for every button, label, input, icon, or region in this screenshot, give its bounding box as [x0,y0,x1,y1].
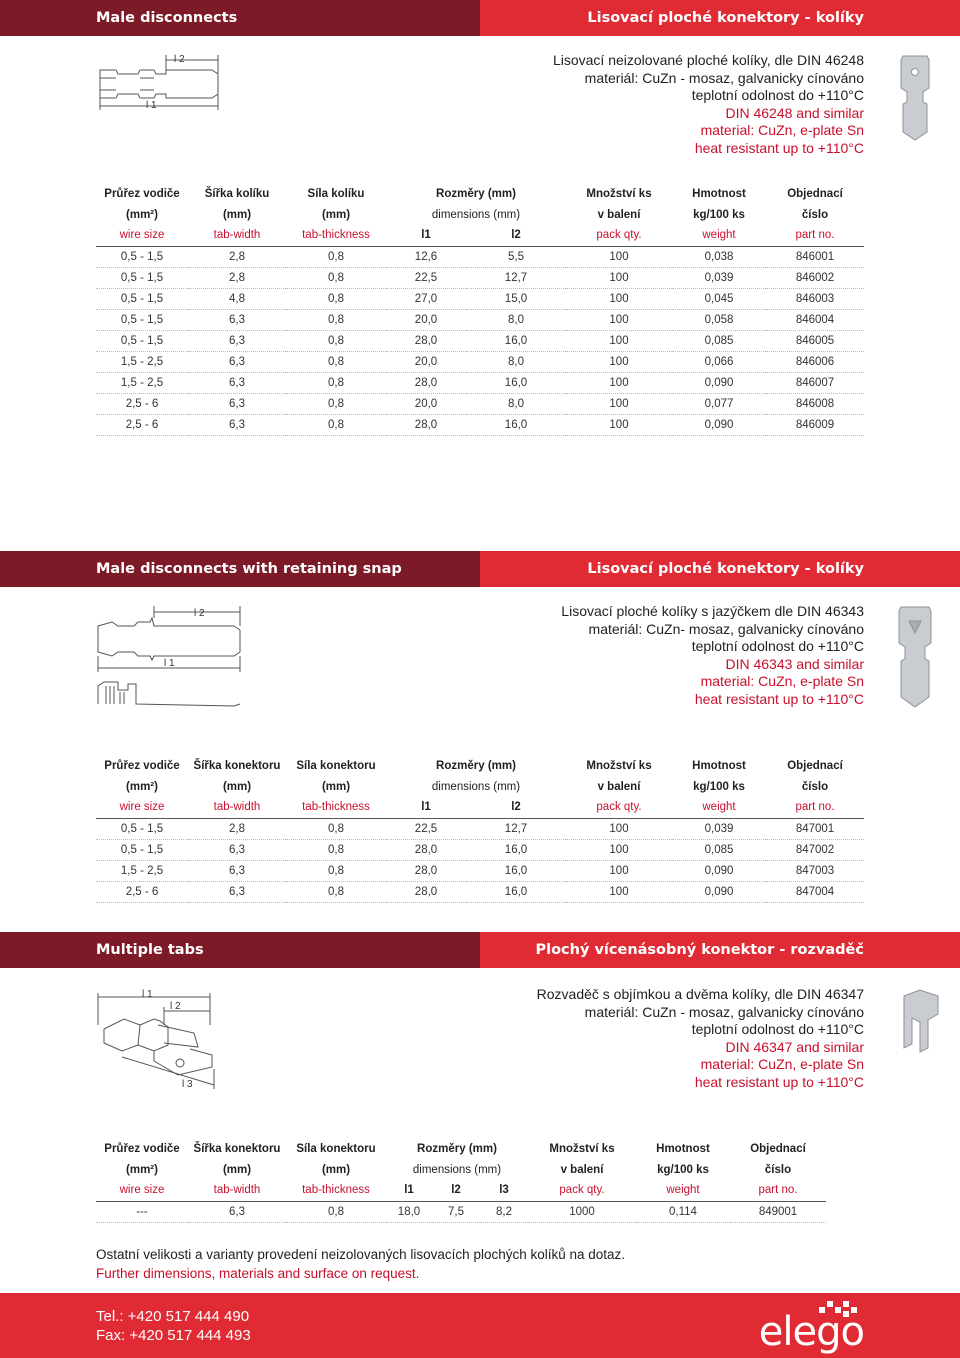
header-cell: Síla konektoru [296,1142,376,1155]
table-cell: 6,3 [188,881,286,902]
header-cell: tab-thickness [286,225,386,246]
header-cell: l2 [432,1180,480,1201]
table-cell: 2,5 - 6 [96,414,188,435]
header-cell: Průřez vodiče [104,759,180,772]
header-cell: weight [636,1180,730,1201]
header-cell: wire size [96,797,188,818]
header-cell: tab-thickness [286,1180,386,1201]
table-cell: 0,8 [286,309,386,330]
table-row [96,1201,826,1222]
footnote-cz: Ostatní velikosti a varianty provedení neizolovaných lisovacích plochých kolíků na dotaz. [96,1247,626,1262]
desc-cz-line: materiál: CuZn - mosaz, galvanicky cínováno [584,69,864,86]
phone-number: Tel.: +420 517 444 490 [96,1308,250,1325]
header-cell: pack qty. [566,225,672,246]
table-cell: 0,8 [286,839,386,860]
header-cell: wire size [96,1180,188,1201]
header-cell: Objednací [787,187,843,200]
dim-label-l2: l 2 [194,608,205,619]
desc-cz-line: teplotní odolnost do +110°C [691,87,864,103]
table-cell: 8,2 [480,1201,528,1222]
table-cell: 0,058 [672,309,766,330]
header-cell: (mm) [321,208,351,221]
table-cell: 12,6 [386,246,466,267]
table-header-row [96,183,864,204]
desc-cz-line: materiál: CuZn- mosaz, galvanicky cínováno [588,620,864,637]
table-cell: 0,114 [636,1201,730,1222]
table-cell: 28,0 [386,881,466,902]
table-row [96,414,864,435]
contact-info [96,1307,251,1345]
table-cell: 1,5 - 2,5 [96,351,188,372]
desc-en-line: heat resistant up to +110°C [694,690,864,707]
desc-cz-line: teplotní odolnost do +110°C [691,1021,864,1037]
table-cell: 2,8 [188,818,286,839]
table-cell: 22,5 [386,267,466,288]
table-cell: 847001 [766,818,864,839]
section2-table [96,755,864,903]
table-row [96,818,864,839]
header-cell: Množství ks [586,187,652,200]
table-cell: 2,8 [188,267,286,288]
table-header-row [96,755,864,776]
table-cell: 2,5 - 6 [96,393,188,414]
table-cell: 0,5 - 1,5 [96,288,188,309]
section1-title-en: Male disconnects [0,0,480,36]
table-cell: 16,0 [466,414,566,435]
male-disconnect-drawing [94,50,234,120]
dim-label-l1: l 1 [164,658,175,669]
header-cell: pack qty. [566,797,672,818]
table-cell: 0,8 [286,267,386,288]
header-cell: kg/100 ks [657,1163,709,1176]
table-cell: 6,3 [188,839,286,860]
header-cell: v balení [597,208,641,221]
dim-label-l1: l 1 [146,100,157,111]
table-cell: 0,8 [286,393,386,414]
desc-en-line: material: CuZn, e-plate Sn [700,122,864,138]
table-cell: 0,8 [286,414,386,435]
header-cell: Šířka konektoru [193,759,281,772]
section3-title-cz: Plochý vícenásobný konektor - rozvaděč [480,932,960,968]
footnote [96,1245,625,1283]
table-cell: 100 [566,246,672,267]
section2-header [0,551,960,587]
table-cell: 846003 [766,288,864,309]
header-cell: kg/100 ks [693,208,745,221]
header-cell: part no. [766,225,864,246]
table-cell: 0,8 [286,351,386,372]
header-cell: Průřez vodiče [104,187,180,200]
header-cell: (mm) [222,780,252,793]
section2-title-cz: Lisovací ploché konektory - kolíky [480,551,960,587]
desc-cz-line: Rozvaděč s objímkou a dvěma kolíky, dle DIN 46347 [536,986,864,1002]
table-cell: 0,8 [286,330,386,351]
table-cell: 846001 [766,246,864,267]
header-cell: l1 [386,225,466,246]
table-cell: 849001 [730,1201,826,1222]
table-cell: 846009 [766,414,864,435]
table-cell: 100 [566,393,672,414]
section2-title-en: Male disconnects with retaining snap [0,551,480,587]
header-cell: wire size [96,225,188,246]
table-cell: 6,3 [188,393,286,414]
header-cell: v balení [560,1163,604,1176]
desc-cz-line: Lisovací ploché kolíky s jazýčkem dle DIN 46343 [561,603,864,619]
desc-cz-line: teplotní odolnost do +110°C [691,638,864,654]
header-cell: Šířka konektoru [193,1142,281,1155]
table-cell: 28,0 [386,330,466,351]
header-cell: v balení [597,780,641,793]
table-cell: 16,0 [466,860,566,881]
table-header-row [96,1138,826,1159]
table-cell: 16,0 [466,372,566,393]
table-cell: 16,0 [466,330,566,351]
header-cell: Průřez vodiče [104,1142,180,1155]
table-header-row [96,225,864,246]
table-cell: 100 [566,860,672,881]
table-cell: 0,085 [672,330,766,351]
table-cell: 6,3 [188,860,286,881]
table-row [96,393,864,414]
table-cell: 846002 [766,267,864,288]
multiple-tabs-photo [898,986,946,1056]
dim-label-l3: l 3 [182,1079,193,1090]
table-row [96,309,864,330]
table-cell: 847002 [766,839,864,860]
header-cell: Objednací [750,1142,806,1155]
dim-label-l1: l 1 [142,989,153,1000]
desc-en-line: material: CuZn, e-plate Sn [700,673,864,689]
table-cell: 0,090 [672,414,766,435]
table-cell: 20,0 [386,393,466,414]
header-cell: l2 [466,797,566,818]
table-header-row [96,1159,826,1180]
table-cell: 100 [566,839,672,860]
table-cell: 100 [566,288,672,309]
table-cell: 27,0 [386,288,466,309]
table-cell: 0,8 [286,372,386,393]
table-cell: 28,0 [386,839,466,860]
header-cell: dimensions (mm) [431,208,521,221]
table-cell: 15,0 [466,288,566,309]
table-cell: 1000 [528,1201,636,1222]
section2-description [561,603,864,708]
table-row [96,881,864,902]
header-cell: Síla konektoru [296,759,376,772]
header-cell: číslo [764,1163,792,1176]
table-cell: 100 [566,267,672,288]
table-cell: 0,5 - 1,5 [96,839,188,860]
desc-en-line: DIN 46343 and similar [725,655,864,672]
header-cell: Rozměry (mm) [417,1142,497,1155]
section3-table [96,1138,826,1223]
table-cell: 18,0 [386,1201,432,1222]
table-cell: 846008 [766,393,864,414]
table-cell: 1,5 - 2,5 [96,860,188,881]
table-cell: 28,0 [386,414,466,435]
table-cell: 100 [566,351,672,372]
table-cell: 12,7 [466,818,566,839]
table-cell: 100 [566,309,672,330]
table-cell: 0,085 [672,839,766,860]
desc-cz-line: materiál: CuZn - mosaz, galvanicky cínováno [584,1003,864,1020]
table-cell: 22,5 [386,818,466,839]
table-cell: 28,0 [386,372,466,393]
table-header-row [96,797,864,818]
table-row [96,267,864,288]
retaining-snap-photo [895,603,935,711]
table-cell: 0,5 - 1,5 [96,309,188,330]
fax-number: Fax: +420 517 444 493 [96,1327,251,1344]
header-cell: (mm²) [126,208,158,221]
header-cell: (mm) [321,780,351,793]
desc-en-line: heat resistant up to +110°C [694,1073,864,1090]
table-cell: 0,045 [672,288,766,309]
desc-cz-line: Lisovací neizolované ploché kolíky, dle DIN 46248 [552,52,864,68]
header-cell: dimensions (mm) [431,780,521,793]
table-cell: 0,039 [672,267,766,288]
table-cell: 0,8 [286,860,386,881]
table-cell: 6,3 [188,351,286,372]
table-cell: 0,038 [672,246,766,267]
table-cell: 846004 [766,309,864,330]
header-cell: Rozměry (mm) [436,759,516,772]
table-cell: 20,0 [386,351,466,372]
header-cell: weight [672,225,766,246]
table-cell: 16,0 [466,839,566,860]
table-cell: 0,090 [672,881,766,902]
table-cell: 0,066 [672,351,766,372]
header-cell: part no. [730,1180,826,1201]
table-cell: 0,039 [672,818,766,839]
table-cell: 100 [566,372,672,393]
table-cell: 847003 [766,860,864,881]
table-cell: 0,8 [286,288,386,309]
header-cell: l1 [386,797,466,818]
header-cell: kg/100 ks [693,780,745,793]
table-row [96,351,864,372]
table-cell: 0,5 - 1,5 [96,330,188,351]
desc-en-line: heat resistant up to +110°C [694,139,864,156]
multiple-tabs-drawing [94,985,224,1095]
table-cell: 100 [566,818,672,839]
header-cell: tab-width [188,1180,286,1201]
section1-table-body [96,246,864,435]
header-cell: Objednací [787,759,843,772]
table-header-row [96,776,864,797]
footnote-en: Further dimensions, materials and surface on request. [96,1266,420,1281]
table-cell: 846007 [766,372,864,393]
table-cell: 2,5 - 6 [96,881,188,902]
table-row [96,246,864,267]
table-header-row [96,204,864,225]
table-cell: 8,0 [466,309,566,330]
section1-header [0,0,960,36]
table-cell: 0,5 - 1,5 [96,246,188,267]
header-cell: (mm²) [126,1163,158,1176]
desc-en-line: DIN 46248 and similar [725,104,864,121]
table-cell: 6,3 [188,414,286,435]
table-header-row [96,1180,826,1201]
section1-table [96,183,864,436]
table-row [96,330,864,351]
table-cell: 6,3 [188,330,286,351]
header-cell: tab-width [188,225,286,246]
table-cell: 6,3 [188,372,286,393]
table-row [96,860,864,881]
header-cell: (mm) [222,1163,252,1176]
header-cell: Množství ks [549,1142,615,1155]
section1-title-cz: Lisovací ploché konektory - kolíky [480,0,960,36]
header-cell: číslo [801,208,829,221]
section2-table-body [96,818,864,902]
footer [0,1293,960,1358]
table-cell: 0,8 [286,818,386,839]
header-cell: číslo [801,780,829,793]
dim-label-l2: l 2 [174,54,185,65]
table-cell: --- [96,1201,188,1222]
header-cell: Hmotnost [692,187,746,200]
table-cell: 20,0 [386,309,466,330]
desc-en-line: material: CuZn, e-plate Sn [700,1056,864,1072]
header-cell: part no. [766,797,864,818]
header-cell: weight [672,797,766,818]
table-row [96,839,864,860]
header-cell: l1 [386,1180,432,1201]
table-cell: 0,5 - 1,5 [96,818,188,839]
table-cell: 5,5 [466,246,566,267]
header-cell: (mm²) [126,780,158,793]
header-cell: Hmotnost [656,1142,710,1155]
header-cell: Rozměry (mm) [436,187,516,200]
table-cell: 8,0 [466,351,566,372]
table-row [96,372,864,393]
header-cell: Síla kolíku [307,187,365,200]
section3-header [0,932,960,968]
table-cell: 846006 [766,351,864,372]
header-cell: (mm) [222,208,252,221]
header-cell: l3 [480,1180,528,1201]
table-cell: 4,8 [188,288,286,309]
table-cell: 16,0 [466,881,566,902]
table-cell: 846005 [766,330,864,351]
section1-description [553,52,864,157]
table-cell: 100 [566,414,672,435]
table-cell: 0,090 [672,860,766,881]
table-cell: 1,5 - 2,5 [96,372,188,393]
table-row [96,288,864,309]
section3-table-body [96,1201,826,1222]
table-cell: 12,7 [466,267,566,288]
table-cell: 0,090 [672,372,766,393]
dim-label-l2: l 2 [170,1001,181,1012]
header-cell: Šířka kolíku [204,187,270,200]
table-cell: 28,0 [386,860,466,881]
table-cell: 0,8 [286,1201,386,1222]
header-cell: l2 [466,225,566,246]
table-cell: 100 [566,330,672,351]
table-cell: 0,8 [286,246,386,267]
table-cell: 847004 [766,881,864,902]
desc-en-line: DIN 46347 and similar [725,1038,864,1055]
table-cell: 0,5 - 1,5 [96,267,188,288]
header-cell: tab-width [188,797,286,818]
table-cell: 7,5 [432,1201,480,1222]
section3-title-en: Multiple tabs [0,932,480,968]
table-cell: 8,0 [466,393,566,414]
brand-logo: elego [758,1309,864,1355]
header-cell: (mm) [321,1163,351,1176]
header-cell: pack qty. [528,1180,636,1201]
section3-description [537,986,864,1091]
retaining-snap-drawing [94,600,254,715]
header-cell: Množství ks [586,759,652,772]
table-cell: 2,8 [188,246,286,267]
table-cell: 0,8 [286,881,386,902]
table-cell: 100 [566,881,672,902]
header-cell: dimensions (mm) [412,1163,502,1176]
header-cell: Hmotnost [692,759,746,772]
male-disconnect-photo [895,52,935,142]
table-cell: 6,3 [188,1201,286,1222]
header-cell: tab-thickness [286,797,386,818]
table-cell: 0,077 [672,393,766,414]
table-cell: 6,3 [188,309,286,330]
